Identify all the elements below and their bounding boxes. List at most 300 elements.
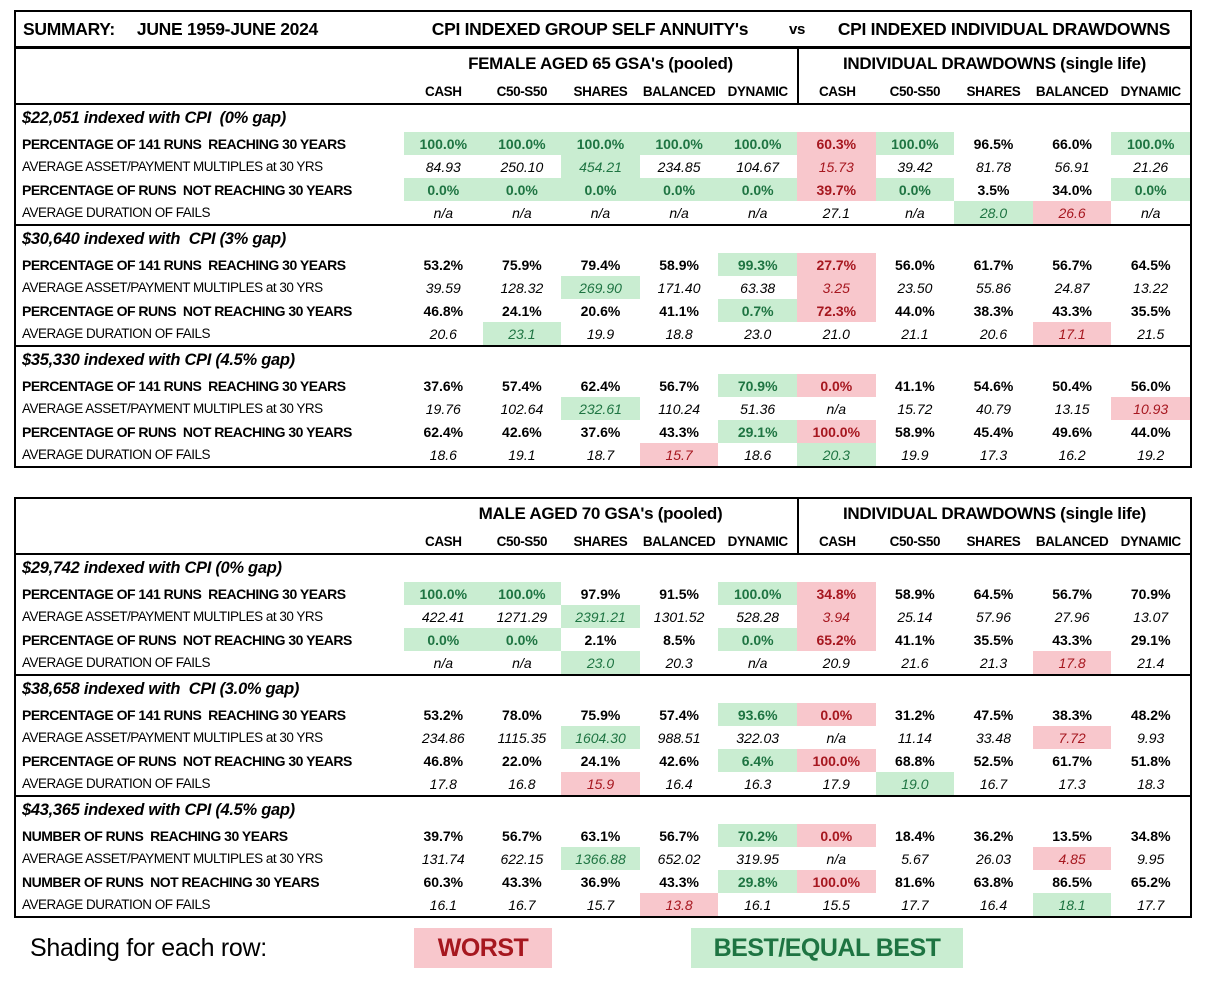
value-cell: 100.0% [876,132,955,155]
value-cell: 56.7% [659,377,699,394]
row-label: AVERAGE DURATION OF FAILS [22,897,211,912]
value-cell: 100.0% [1111,132,1190,155]
value-cell: 23.0 [561,651,640,674]
data-row [16,628,1190,651]
value-cell: 1366.88 [561,847,640,870]
legend-best-swatch: BEST/EQUAL BEST [691,928,963,968]
value-cell: 57.4% [659,706,699,723]
value-cell: 3.5% [977,181,1010,198]
value-cell: 18.6 [429,446,457,463]
group-header-left: MALE AGED 70 GSA's (pooled) [478,504,723,523]
value-cell: 29.1% [718,420,797,443]
row-label: AVERAGE ASSET/PAYMENT MULTIPLES at 30 YRS [22,730,323,745]
value-cell: 0.0% [797,824,876,847]
value-cell: 41.1% [895,631,935,648]
data-row [16,299,1190,322]
value-cell: 171.40 [657,279,701,296]
summary-label: SUMMARY: [23,18,115,39]
column-header-row [16,79,1190,105]
value-cell: n/a [433,204,454,221]
drawdowns-title: CPI INDEXED INDIVIDUAL DRAWDOWNS [837,18,1171,39]
row-label: AVERAGE DURATION OF FAILS [22,326,211,341]
value-cell: 19.9 [901,446,929,463]
value-cell: 31.2% [895,706,935,723]
value-cell: 21.3 [979,654,1008,671]
row-label: PERCENTAGE OF RUNS NOT REACHING 30 YEARS [22,423,352,440]
data-row [16,397,1190,420]
value-cell: 19.9 [586,325,615,342]
row-label-spacer [16,49,404,79]
value-cell: 15.72 [897,400,933,417]
value-cell: 66.0% [1052,135,1092,152]
value-cell: 18.8 [665,325,693,342]
value-cell: 63.8% [973,873,1014,890]
value-cell: 29.1% [1130,631,1171,648]
value-cell: 35.5% [973,631,1014,648]
value-cell: n/a [747,204,768,221]
value-cell: 6.4% [718,749,797,772]
column-header: CASH [424,533,462,549]
value-cell: 17.7 [901,896,929,913]
legend-label: Shading for each row: [30,934,267,962]
row-label: PERCENTAGE OF RUNS NOT REACHING 30 YEARS [22,631,352,648]
legend-worst-swatch: WORST [414,928,552,968]
data-row [16,178,1190,201]
row-label: AVERAGE DURATION OF FAILS [22,447,211,462]
section [16,105,1190,226]
value-cell: 81.6% [895,873,935,890]
value-cell: 0.0% [1111,178,1190,201]
section-title: $30,640 indexed with CPI (3% gap) [22,230,286,248]
value-cell: 100.0% [561,132,640,155]
value-cell: 63.1% [580,827,621,844]
value-cell: 26.6 [1033,201,1112,224]
column-header: C50-S50 [889,83,941,99]
summary-period: JUNE 1959-JUNE 2024 [136,18,318,39]
value-cell: 24.1% [502,302,542,319]
value-cell: 13.8 [640,893,719,916]
data-row [16,824,1190,847]
value-cell: 99.3% [718,253,797,276]
value-cell: 58.9% [895,585,935,602]
value-cell: 454.21 [561,155,640,178]
value-cell: 13.15 [1054,400,1090,417]
value-cell: 16.8 [508,775,536,792]
value-cell: 96.5% [973,135,1014,152]
value-cell: 24.87 [1054,279,1090,296]
data-row [16,749,1190,772]
column-header: DYNAMIC [727,83,788,99]
value-cell: 36.2% [973,827,1014,844]
value-cell: 75.9% [502,256,542,273]
row-label: AVERAGE ASSET/PAYMENT MULTIPLES at 30 YRS [22,159,323,174]
vs-label: vs [788,20,806,38]
column-header: SHARES [573,533,628,549]
value-cell: 8.5% [663,631,696,648]
value-cell: 53.2% [423,256,464,273]
value-cell: 16.4 [665,775,693,792]
value-cell: 17.7 [1137,896,1165,913]
value-cell: 16.1 [744,896,772,913]
value-cell: 100.0% [640,132,719,155]
value-cell: 70.9% [1130,585,1171,602]
value-cell: 75.9% [580,706,621,723]
value-cell: 65.2% [1130,873,1171,890]
value-cell: 61.7% [1052,752,1092,769]
value-cell: 100.0% [404,132,483,155]
row-label: PERCENTAGE OF 141 RUNS REACHING 30 YEARS [22,377,346,394]
column-header: SHARES [573,83,628,99]
female-table-body [16,49,1190,466]
value-cell: 4.85 [1033,847,1112,870]
value-cell: 84.93 [425,158,461,175]
value-cell: n/a [1140,204,1161,221]
value-cell: n/a [512,654,532,671]
value-cell: 27.7% [797,253,876,276]
group-header-right: INDIVIDUAL DRAWDOWNS (single life) [797,49,1190,79]
value-cell: 16.2 [1058,446,1086,463]
value-cell: 42.6% [659,752,699,769]
value-cell: 43.3% [1052,631,1092,648]
value-cell: 62.4% [580,377,621,394]
value-cell: 26.03 [975,850,1012,867]
row-label: AVERAGE ASSET/PAYMENT MULTIPLES at 30 YRS [22,401,323,416]
data-row [16,772,1190,795]
value-cell: 23.1 [483,322,562,345]
value-cell: 39.7% [423,827,464,844]
value-cell: 21.1 [901,325,929,342]
value-cell: 15.73 [797,155,876,178]
value-cell: 34.8% [797,582,876,605]
value-cell: 29.8% [718,870,797,893]
value-cell: 64.5% [1130,256,1171,273]
row-label-spacer [16,499,404,529]
row-label: AVERAGE DURATION OF FAILS [22,205,211,220]
row-label: PERCENTAGE OF 141 RUNS REACHING 30 YEARS [22,135,346,152]
value-cell: 21.6 [901,654,929,671]
female-gsa-table [14,10,1192,468]
value-cell: 41.1% [659,302,699,319]
value-cell: 28.0 [954,201,1033,224]
value-cell: 19.0 [876,772,955,795]
value-cell: 54.6% [973,377,1014,394]
value-cell: 1271.29 [496,608,548,625]
shading-legend [0,926,1225,972]
value-cell: 39.42 [897,158,933,175]
section-title: $22,051 indexed with CPI (0% gap) [22,109,286,127]
group-header-left: FEMALE AGED 65 GSA's (pooled) [468,54,733,73]
value-cell: 5.67 [901,850,929,867]
row-label: AVERAGE ASSET/PAYMENT MULTIPLES at 30 YRS [22,280,323,295]
data-row [16,420,1190,443]
value-cell: 18.3 [1137,775,1165,792]
value-cell: 72.3% [797,299,876,322]
data-row [16,374,1190,397]
column-header: C50-S50 [496,83,548,99]
section-title: $35,330 indexed with CPI (4.5% gap) [22,351,295,369]
column-header: BALANCED [1035,83,1109,99]
male-table-body [16,499,1190,916]
value-cell: 1301.52 [653,608,705,625]
value-cell: 51.36 [740,400,776,417]
column-header: DYNAMIC [1120,533,1181,549]
value-cell: 21.26 [1133,158,1169,175]
value-cell: n/a [512,204,532,221]
value-cell: 131.74 [421,850,465,867]
row-label-spacer [16,529,404,553]
value-cell: n/a [905,204,925,221]
value-cell: 97.9% [580,585,621,602]
row-label: AVERAGE DURATION OF FAILS [22,655,211,670]
value-cell: 17.8 [1033,651,1112,674]
value-cell: 9.95 [1137,850,1165,867]
value-cell: 36.9% [580,873,621,890]
value-cell: 102.64 [500,400,544,417]
column-header: BALANCED [642,83,716,99]
value-cell: 46.8% [423,752,464,769]
value-cell: 43.3% [502,873,542,890]
data-row [16,132,1190,155]
value-cell: 35.5% [1130,302,1171,319]
data-row [16,276,1190,299]
value-cell: 18.1 [1033,893,1112,916]
value-cell: 43.3% [659,873,699,890]
row-label: NUMBER OF RUNS NOT REACHING 30 YEARS [22,873,320,890]
section [16,555,1190,676]
row-label: PERCENTAGE OF 141 RUNS REACHING 30 YEARS [22,585,346,602]
data-row [16,443,1190,466]
column-header: CASH [797,79,876,103]
column-header: C50-S50 [496,533,548,549]
value-cell: 15.5 [822,896,850,913]
data-row [16,201,1190,224]
value-cell: 62.4% [423,423,464,440]
value-cell: 1604.30 [561,726,640,749]
value-cell: 37.6% [580,423,621,440]
value-cell: 2391.21 [561,605,640,628]
value-cell: 100.0% [797,420,876,443]
value-cell: 56.7% [1052,256,1092,273]
value-cell: 20.3 [665,654,693,671]
value-cell: 58.9% [659,256,699,273]
value-cell: 79.4% [580,256,621,273]
value-cell: 27.1 [822,204,850,221]
gsa-title: CPI INDEXED GROUP SELF ANNUITY's [431,18,749,39]
value-cell: 622.15 [500,850,544,867]
summary-header-row [16,12,1190,49]
value-cell: 53.2% [423,706,464,723]
value-cell: 61.7% [973,256,1014,273]
value-cell: 15.9 [561,772,640,795]
row-label: PERCENTAGE OF RUNS NOT REACHING 30 YEARS [22,181,352,198]
column-header: C50-S50 [889,533,941,549]
row-label: AVERAGE DURATION OF FAILS [22,776,211,791]
value-cell: 104.67 [736,158,780,175]
column-header: BALANCED [642,533,716,549]
value-cell: 64.5% [973,585,1014,602]
value-cell: 0.7% [718,299,797,322]
value-cell: 93.6% [718,703,797,726]
value-cell: n/a [433,654,454,671]
value-cell: 19.1 [508,446,536,463]
value-cell: 56.91 [1054,158,1090,175]
data-row [16,582,1190,605]
value-cell: 16.7 [979,775,1008,792]
data-row [16,322,1190,345]
value-cell: 81.78 [975,158,1012,175]
value-cell: 16.3 [744,775,772,792]
value-cell: 20.6 [429,325,457,342]
data-row [16,870,1190,893]
value-cell: 56.7% [659,827,699,844]
value-cell: 100.0% [483,132,562,155]
value-cell: 988.51 [657,729,701,746]
value-cell: 45.4% [973,423,1014,440]
value-cell: 39.59 [425,279,461,296]
value-cell: 63.38 [740,279,776,296]
value-cell: 21.0 [822,325,850,342]
data-row [16,605,1190,628]
value-cell: 41.1% [895,377,935,394]
row-label: NUMBER OF RUNS REACHING 30 YEARS [22,827,288,844]
data-row [16,155,1190,178]
value-cell: 43.3% [659,423,699,440]
value-cell: 100.0% [404,582,483,605]
value-cell: 0.0% [483,178,562,201]
value-cell: 46.8% [423,302,464,319]
value-cell: 56.0% [895,256,935,273]
section [16,676,1190,797]
value-cell: 70.2% [718,824,797,847]
value-cell: 19.76 [425,400,461,417]
value-cell: 2.1% [584,631,617,648]
value-cell: 319.95 [736,850,780,867]
value-cell: 78.0% [502,706,542,723]
value-cell: 0.0% [640,178,719,201]
data-row [16,253,1190,276]
value-cell: 38.3% [1052,706,1092,723]
value-cell: 13.07 [1133,608,1169,625]
value-cell: 44.0% [1130,423,1171,440]
column-header: CASH [797,529,876,553]
value-cell: 33.48 [975,729,1012,746]
column-header-row [16,529,1190,555]
value-cell: 13.22 [1133,279,1169,296]
row-label: PERCENTAGE OF RUNS NOT REACHING 30 YEARS [22,752,352,769]
value-cell: 0.0% [404,178,483,201]
value-cell: 16.1 [429,896,457,913]
value-cell: 27.96 [1054,608,1090,625]
value-cell: 0.0% [561,178,640,201]
value-cell: 0.0% [483,628,562,651]
value-cell: 57.96 [975,608,1012,625]
value-cell: 34.0% [1052,181,1092,198]
value-cell: 23.50 [897,279,933,296]
value-cell: n/a [747,654,768,671]
section [16,347,1190,466]
group-header-row [16,499,1190,529]
value-cell: 56.7% [502,827,542,844]
value-cell: 49.6% [1052,423,1092,440]
value-cell: 10.93 [1111,397,1190,420]
value-cell: 48.2% [1130,706,1171,723]
value-cell: 20.3 [797,443,876,466]
value-cell: 40.79 [975,400,1012,417]
value-cell: 18.6 [744,446,772,463]
value-cell: 47.5% [973,706,1014,723]
value-cell: 68.8% [895,752,935,769]
group-header-right: INDIVIDUAL DRAWDOWNS (single life) [797,499,1190,529]
value-cell: 652.02 [657,850,701,867]
value-cell: 11.14 [897,729,932,746]
row-label: PERCENTAGE OF 141 RUNS REACHING 30 YEARS [22,706,346,723]
row-label: PERCENTAGE OF RUNS NOT REACHING 30 YEARS [22,302,352,319]
summary-cell [16,19,404,40]
value-cell: 86.5% [1052,873,1092,890]
value-cell: 91.5% [659,585,699,602]
value-cell: 7.72 [1033,726,1112,749]
value-cell: 234.86 [421,729,465,746]
row-label: AVERAGE ASSET/PAYMENT MULTIPLES at 30 YRS [22,851,323,866]
value-cell: 57.4% [502,377,542,394]
value-cell: 37.6% [423,377,464,394]
value-cell: 17.8 [429,775,457,792]
value-cell: 250.10 [500,158,544,175]
value-cell: 17.1 [1033,322,1112,345]
value-cell: 19.2 [1137,446,1165,463]
value-cell: n/a [669,204,689,221]
value-cell: 18.7 [586,446,615,463]
value-cell: 52.5% [973,752,1014,769]
section-title: $38,658 indexed with CPI (3.0% gap) [22,680,300,698]
value-cell: 22.0% [502,752,542,769]
section [16,797,1190,916]
row-label-spacer [16,79,404,103]
value-cell: 21.4 [1137,654,1165,671]
value-cell: 3.94 [797,605,876,628]
value-cell: 100.0% [483,582,562,605]
value-cell: 43.3% [1052,302,1092,319]
value-cell: 0.0% [718,628,797,651]
value-cell: 34.8% [1130,827,1171,844]
column-header: DYNAMIC [1120,83,1181,99]
value-cell: n/a [826,729,847,746]
value-cell: 100.0% [718,132,797,155]
value-cell: 20.9 [822,654,850,671]
section-title: $29,742 indexed with CPI (0% gap) [22,559,282,577]
value-cell: 56.7% [1052,585,1092,602]
value-cell: 0.0% [718,178,797,201]
value-cell: 269.90 [561,276,640,299]
column-header: CASH [424,83,462,99]
value-cell: 234.85 [657,158,701,175]
value-cell: 55.86 [975,279,1012,296]
value-cell: 24.1% [580,752,621,769]
value-cell: 1115.35 [497,729,547,746]
value-cell: 110.24 [658,400,700,417]
value-cell: 16.7 [508,896,536,913]
value-cell: 65.2% [797,628,876,651]
value-cell: 13.5% [1052,827,1092,844]
value-cell: 21.5 [1137,325,1165,342]
value-cell: 60.3% [797,132,876,155]
value-cell: 15.7 [640,443,719,466]
value-cell: 528.28 [736,608,780,625]
value-cell: 3.25 [797,276,876,299]
value-cell: 232.61 [561,397,640,420]
value-cell: 58.9% [895,423,935,440]
value-cell: 60.3% [423,873,464,890]
